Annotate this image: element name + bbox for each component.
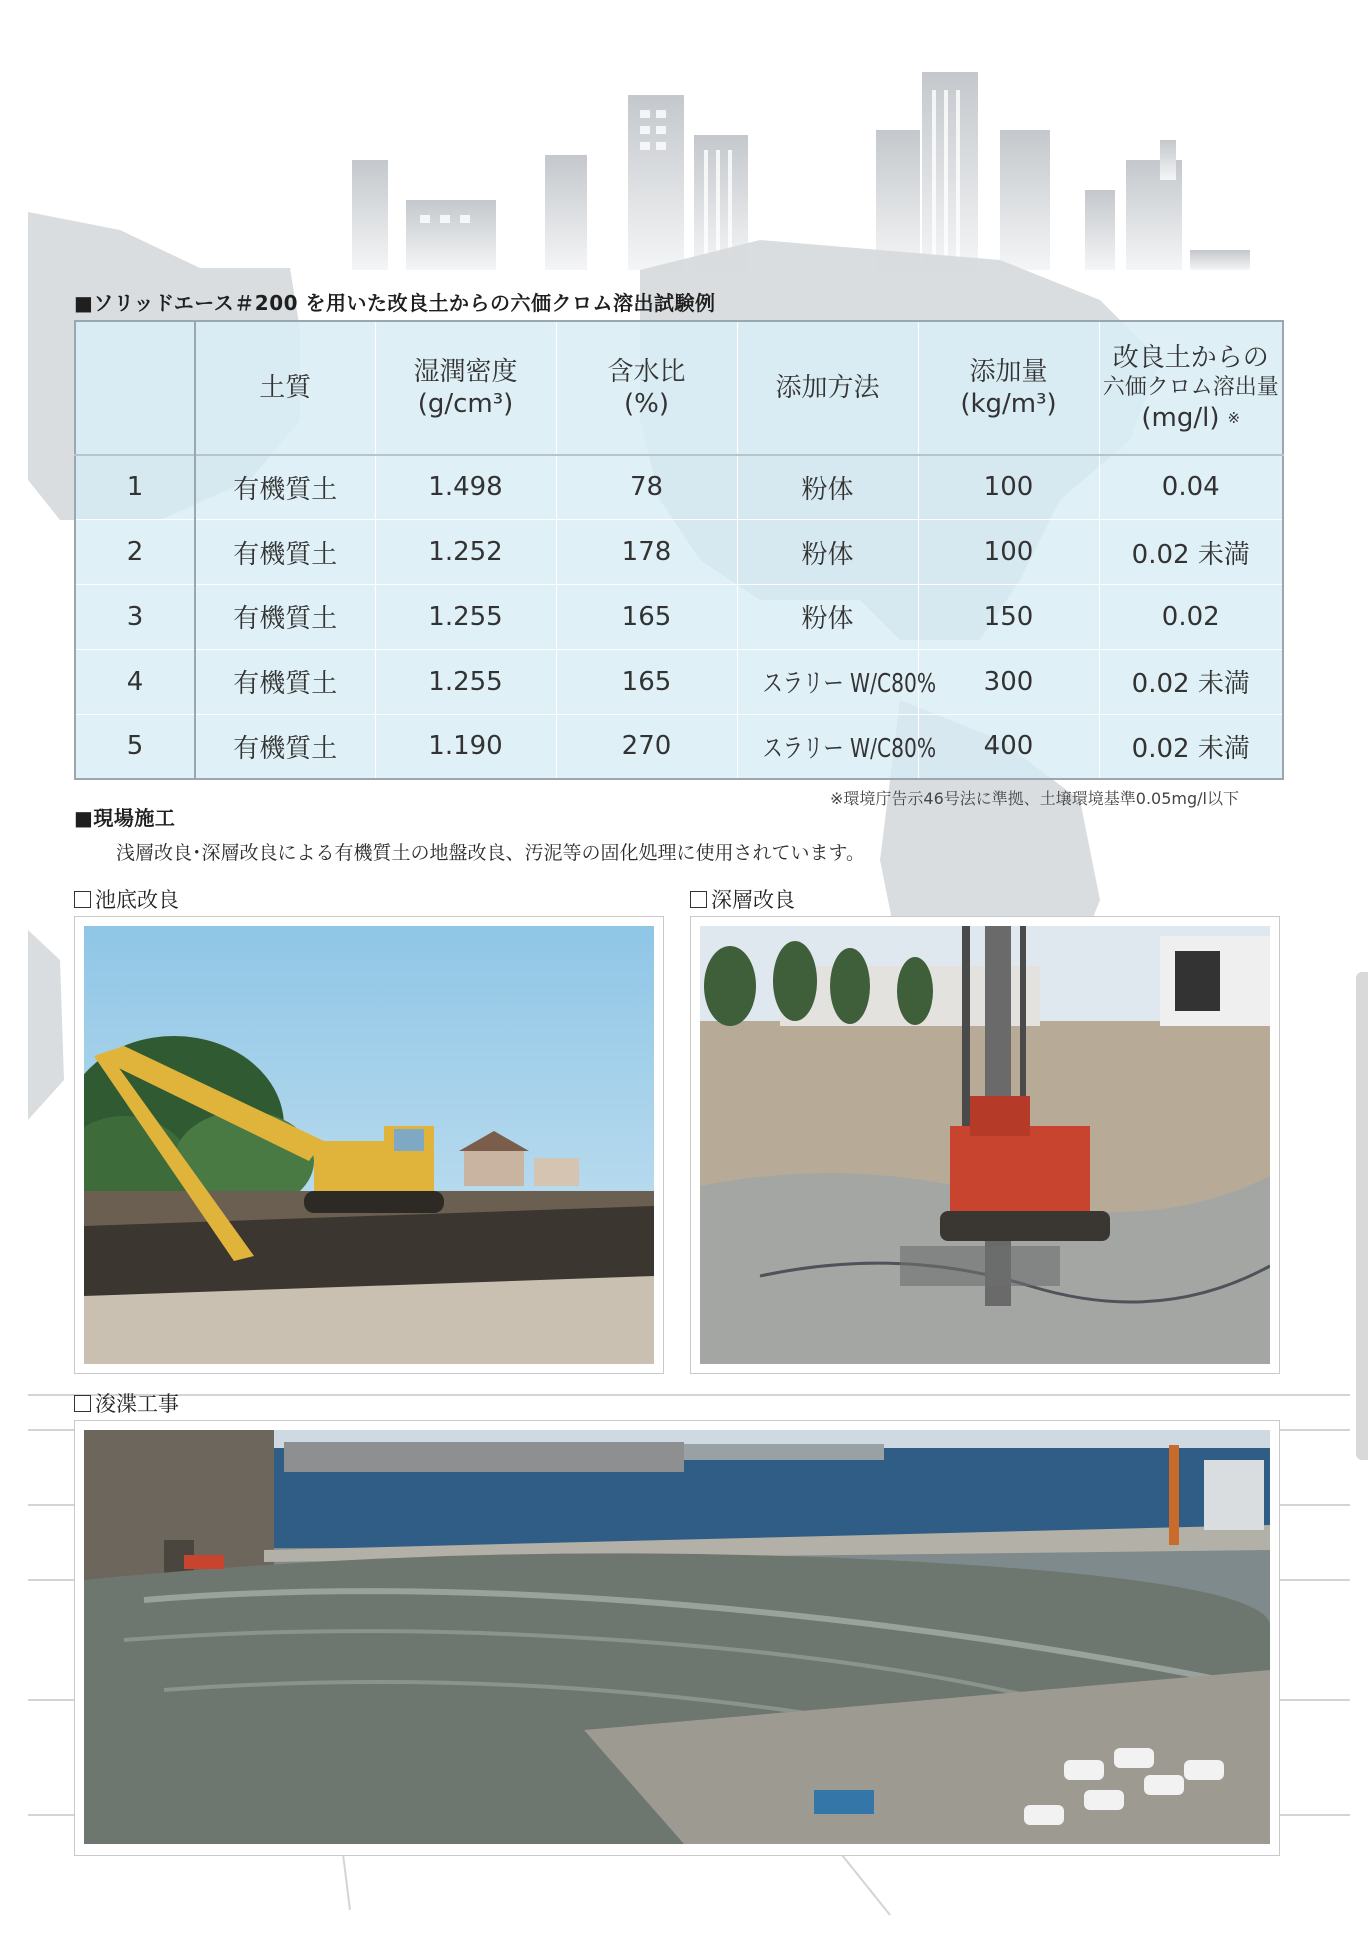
- site-section-title: ■現場施工: [74, 806, 176, 830]
- site-description: 浅層改良･深層改良による有機質土の地盤改良、汚泥等の固化処理に使用されています。: [116, 842, 865, 864]
- table-footnote: ※環境庁告示46号法に準拠、土壌環境基準0.05mg/l以下: [830, 789, 1239, 808]
- cell-soil: 有機質土: [195, 455, 375, 520]
- header-water-content: 含水比 (%): [556, 321, 737, 455]
- header-no: [75, 321, 195, 455]
- cell-water: 270: [556, 714, 737, 779]
- scrollbar-tab[interactable]: [1356, 972, 1368, 1460]
- photo-caption-deep: 深層改良: [690, 884, 795, 914]
- table-row: [75, 520, 1283, 585]
- cell-amount: 300: [918, 649, 1099, 714]
- cell-method: 粉体: [737, 520, 918, 585]
- table-row: [75, 584, 1283, 649]
- photo-caption-dredge: 浚渫工事: [74, 1388, 179, 1418]
- cell-method: スラリー W/C80%: [737, 649, 918, 714]
- header-soil: 土質: [195, 321, 375, 455]
- cell-soil: 有機質土: [195, 584, 375, 649]
- cell-chromium: 0.02 未満: [1099, 649, 1283, 714]
- cell-chromium: 0.04: [1099, 455, 1283, 520]
- cell-amount: 150: [918, 584, 1099, 649]
- cell-chromium: 0.02 未満: [1099, 520, 1283, 585]
- table-row: [75, 649, 1283, 714]
- skyline-graphic: [352, 72, 1250, 270]
- cell-amount: 100: [918, 455, 1099, 520]
- cell-density: 1.255: [375, 584, 556, 649]
- cell-water: 165: [556, 649, 737, 714]
- photo-pond-excavator: [84, 926, 654, 1364]
- header-chromium: 改良土からの 六価クロム溶出量 (mg/l) ※: [1099, 321, 1283, 455]
- cell-no: 5: [75, 714, 195, 779]
- cell-no: 3: [75, 584, 195, 649]
- cell-density: 1.252: [375, 520, 556, 585]
- cell-soil: 有機質土: [195, 714, 375, 779]
- checkbox-square-icon: [74, 891, 91, 908]
- cell-no: 4: [75, 649, 195, 714]
- table-title: ■ソリッドエース＃200 を用いた改良土からの六価クロム溶出試験例: [74, 291, 716, 315]
- table-row: [75, 455, 1283, 520]
- cell-water: 165: [556, 584, 737, 649]
- photo-frame-deep: [690, 916, 1280, 1374]
- table-header-row: [75, 321, 1283, 455]
- photo-caption-pond: 池底改良: [74, 884, 179, 914]
- header-density: 湿潤密度 (g/cm³): [375, 321, 556, 455]
- checkbox-square-icon: [690, 891, 707, 908]
- leaching-test-table: [74, 320, 1284, 780]
- cell-soil: 有機質土: [195, 520, 375, 585]
- cell-density: 1.255: [375, 649, 556, 714]
- cell-amount: 100: [918, 520, 1099, 585]
- photo-frame-dredge: [74, 1420, 1280, 1856]
- cell-water: 178: [556, 520, 737, 585]
- cell-no: 2: [75, 520, 195, 585]
- cell-no: 1: [75, 455, 195, 520]
- cell-density: 1.190: [375, 714, 556, 779]
- table-row: [75, 714, 1283, 779]
- cell-method: スラリー W/C80%: [737, 714, 918, 779]
- photo-deep-mixing-rig: [700, 926, 1270, 1364]
- header-method: 添加方法: [737, 321, 918, 455]
- cell-method: 粉体: [737, 455, 918, 520]
- photo-dredging-harbor: [84, 1430, 1270, 1844]
- cell-water: 78: [556, 455, 737, 520]
- cell-amount: 400: [918, 714, 1099, 779]
- cell-soil: 有機質土: [195, 649, 375, 714]
- cell-chromium: 0.02: [1099, 584, 1283, 649]
- cell-method: 粉体: [737, 584, 918, 649]
- cell-density: 1.498: [375, 455, 556, 520]
- checkbox-square-icon: [74, 1395, 91, 1412]
- header-amount: 添加量 (kg/m³): [918, 321, 1099, 455]
- cell-chromium: 0.02 未満: [1099, 714, 1283, 779]
- photo-frame-pond: [74, 916, 664, 1374]
